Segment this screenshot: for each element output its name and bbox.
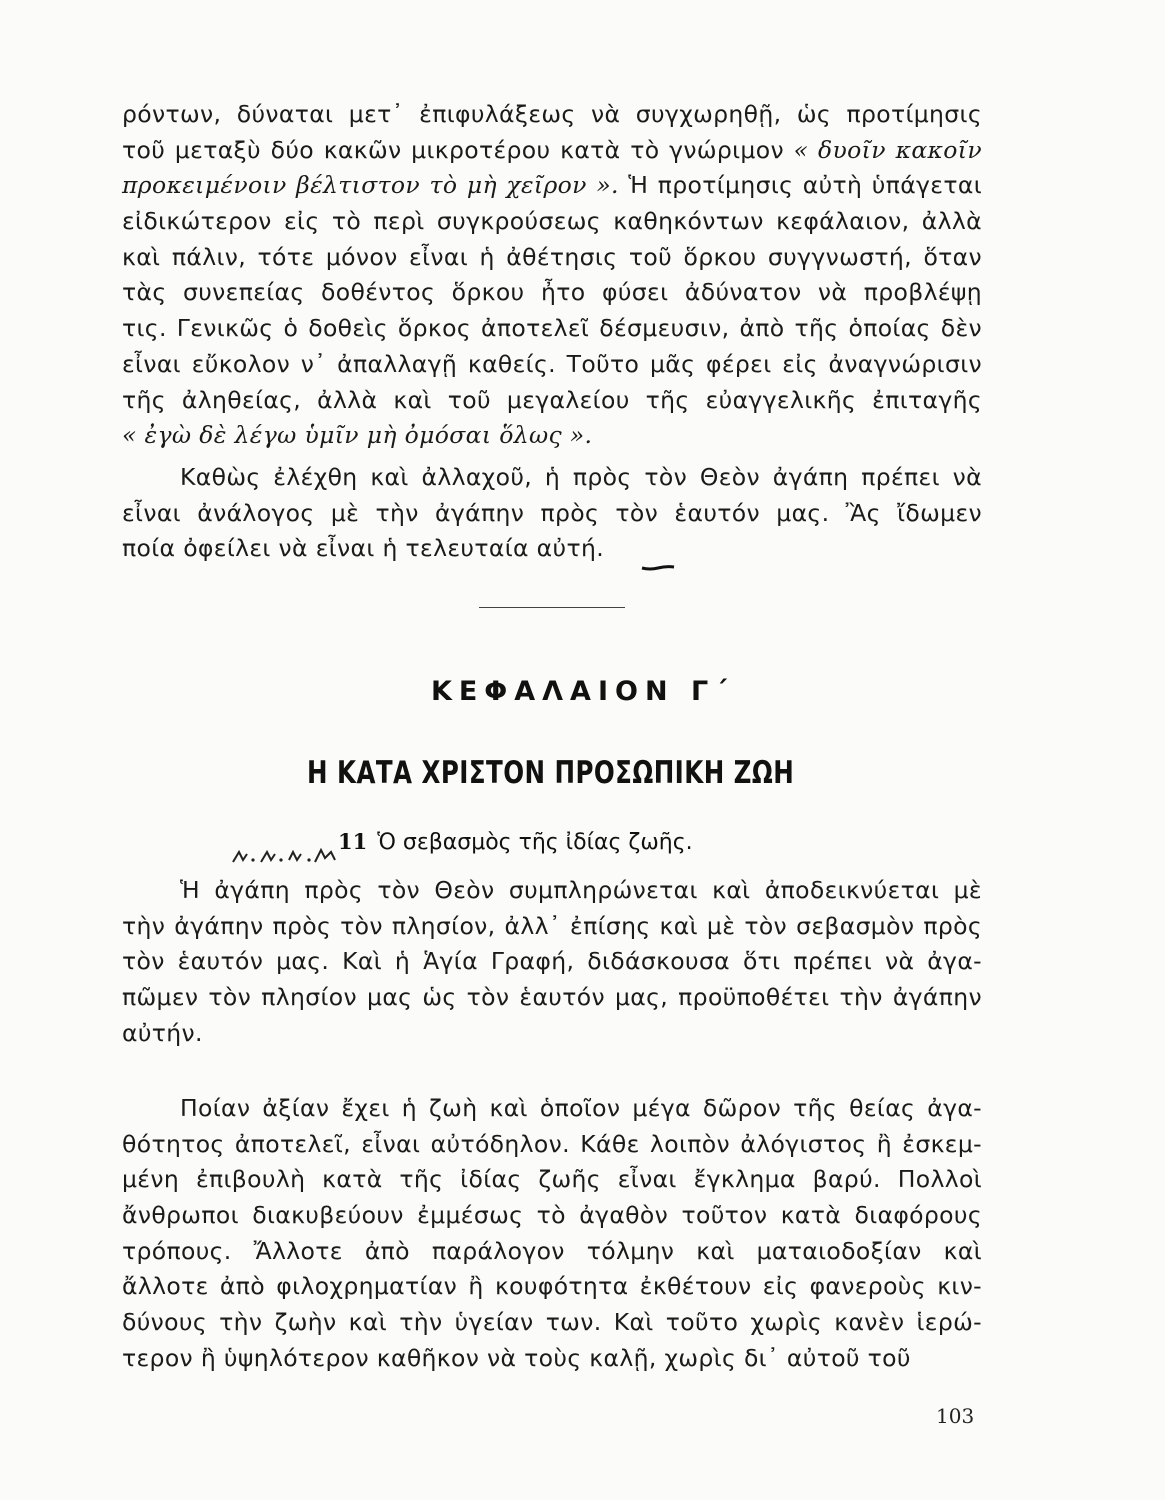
text-line: μένη ἐπιβουλὴ κατὰ τῆς ἰδίας ζωῆς εἶναι ἔγκλημα βαρύ. Πολλοὶ xyxy=(122,1165,982,1194)
text-line: τὴν ἀγάπην πρὸς τὸν πλησίον, ἀλλ᾽ ἐπίσης καὶ μὲ τὸν σεβασμὸν πρὸς xyxy=(122,911,982,940)
line-text: τὰς συνεπείας δοθέντος ὅρκου ἦτο φύσει ἀδύνατον νὰ προβλέψῃ xyxy=(122,278,982,307)
text-line: τὸν ἑαυτόν μας. Καὶ ἡ Ἁγία Γραφή, διδάσκουσα ὅτι πρέπει νὰ ἀγα- xyxy=(122,947,982,976)
text-line: δύνους τὴν ζωὴν καὶ τὴν ὑγείαν των. Καὶ τοῦτο χωρὶς κανὲν ἱερώ- xyxy=(122,1308,982,1337)
text-line: Ἡ ἀγάπη πρὸς τὸν Θεὸν συμπληρώνεται καὶ ἀποδεικνύεται μὲ xyxy=(180,876,982,904)
quoted-italic-text: « δυοῖν κακοῖν xyxy=(793,135,983,164)
line-text: εἰδικώτερον εἰς τὸ περὶ συγκρούσεως καθηκόντων κεφάλαιον, ἀλλὰ xyxy=(122,207,982,236)
text-line: εἶναι ἀνάλογος μὲ τὴν ἀγάπην πρὸς τὸν ἑαυτόν μας. Ἂς ἴδωμεν xyxy=(122,498,982,527)
text-line xyxy=(122,97,982,133)
handwritten-annotation-mark xyxy=(231,838,343,868)
paragraph-love-self xyxy=(122,460,982,567)
section-heading xyxy=(338,829,693,855)
line-text: καὶ πάλιν, τότε μόνον εἶναι ἡ ἀθέτησις τοῦ ὅρκου συγγνωστή, ὅταν xyxy=(122,242,982,271)
line-text: ρόντων, δύναται μετ᾽ ἐπιφυλάξεως νὰ συγχωρηθῇ, ὡς προτίμησις xyxy=(122,100,982,128)
text-line: ἄνθρωποι διακυβεύουν ἐμμέσως τὸ ἀγαθὸν τοῦτον κατὰ διαφόρους xyxy=(122,1201,982,1230)
text-line xyxy=(122,347,982,383)
line-text: τῆς ἀληθείας, ἀλλὰ καὶ τοῦ μεγαλείου τῆς εὐαγγελικῆς ἐπιταγῆς xyxy=(122,385,982,414)
text-line: θότητος ἀποτελεῖ, εἶναι αὐτόδηλον. Κάθε λοιπὸν ἀλόγιστος ἢ ἐσκεμ- xyxy=(122,1129,982,1158)
text-line xyxy=(122,418,982,454)
text-line xyxy=(122,311,982,347)
text-line xyxy=(122,383,982,419)
paragraph-oath xyxy=(122,97,982,454)
text-line: Ποίαν ἀξίαν ἔχει ἡ ζωὴ καὶ ὁποῖον μέγα δῶρον τῆς θείας ἀγα- xyxy=(180,1094,982,1122)
text-line: τρόπους. Ἄλλοτε ἀπὸ παράλογον τόλμην καὶ ματαιοδοξίαν καὶ xyxy=(122,1236,982,1265)
pen-mark xyxy=(640,560,676,572)
text-line xyxy=(122,168,982,204)
line-text: εἶναι εὔκολον ν᾽ ἀπαλλαγῇ καθείς. Τοῦτο μᾶς φέρει εἰς ἀναγνώρισιν xyxy=(122,349,982,378)
quoted-italic-text: « ἐγὼ δὲ λέγω ὑμῖν μὴ ὀμόσαι ὅλως ». xyxy=(122,421,593,450)
text-line xyxy=(122,240,982,276)
section-number: 11 xyxy=(338,829,368,854)
paragraph-respect-self xyxy=(122,873,982,1051)
section-divider-rule xyxy=(479,607,625,608)
quoted-italic-text: προκειμένοιν βέλτιστον τὸ μὴ χεῖρον ». xyxy=(122,171,619,200)
page-number: 103 xyxy=(936,1404,975,1428)
paragraph-value-of-life xyxy=(122,1091,982,1377)
text-line: τερον ἢ ὑψηλότερον καθῆκον νὰ τοὺς καλῇ, χωρὶς δι᾽ αὐτοῦ τοῦ xyxy=(122,1343,911,1372)
text-line: αὐτήν. xyxy=(122,1018,203,1047)
text-line xyxy=(122,204,982,240)
text-line xyxy=(122,275,982,311)
line-text: τοῦ μεταξὺ δύο κακῶν μικροτέρου κατὰ τὸ γνώριμον xyxy=(122,135,784,164)
text-line: ἄλλοτε ἀπὸ φιλοχρηματίαν ἢ κουφότητα ἐκθέτουν εἰς φανεροὺς κιν- xyxy=(122,1272,982,1301)
section-title: Ὁ σεβασμὸς τῆς ἰδίας ζωῆς. xyxy=(377,830,693,855)
text-line xyxy=(122,133,982,169)
line-text: Ἡ προτίμησις αὐτὴ ὑπάγεται xyxy=(618,171,982,200)
chapter-title: Η ΚΑΤΑ ΧΡΙΣΤΟΝ ΠΡΟΣΩΠΙΚΗ ΖΩΗ xyxy=(307,755,795,791)
text-line: ποία ὀφείλει νὰ εἶναι ἡ τελευταία αὐτή. xyxy=(122,534,605,563)
line-text: τις. Γενικῶς ὁ δοθεὶς ὅρκος ἀποτελεῖ δέσμευσιν, ἀπὸ τῆς ὁποίας δὲν xyxy=(122,314,982,343)
text-line: Καθὼς ἐλέχθη καὶ ἀλλαχοῦ, ἡ πρὸς τὸν Θεὸν ἀγάπη πρέπει νὰ xyxy=(180,463,982,491)
chapter-heading: ΚΕΦΑΛΑΙΟΝ Γ΄ xyxy=(430,676,735,707)
text-line: πῶμεν τὸν πλησίον μας ὡς τὸν ἑαυτόν μας, προϋποθέτει τὴν ἀγάπην xyxy=(122,983,982,1012)
